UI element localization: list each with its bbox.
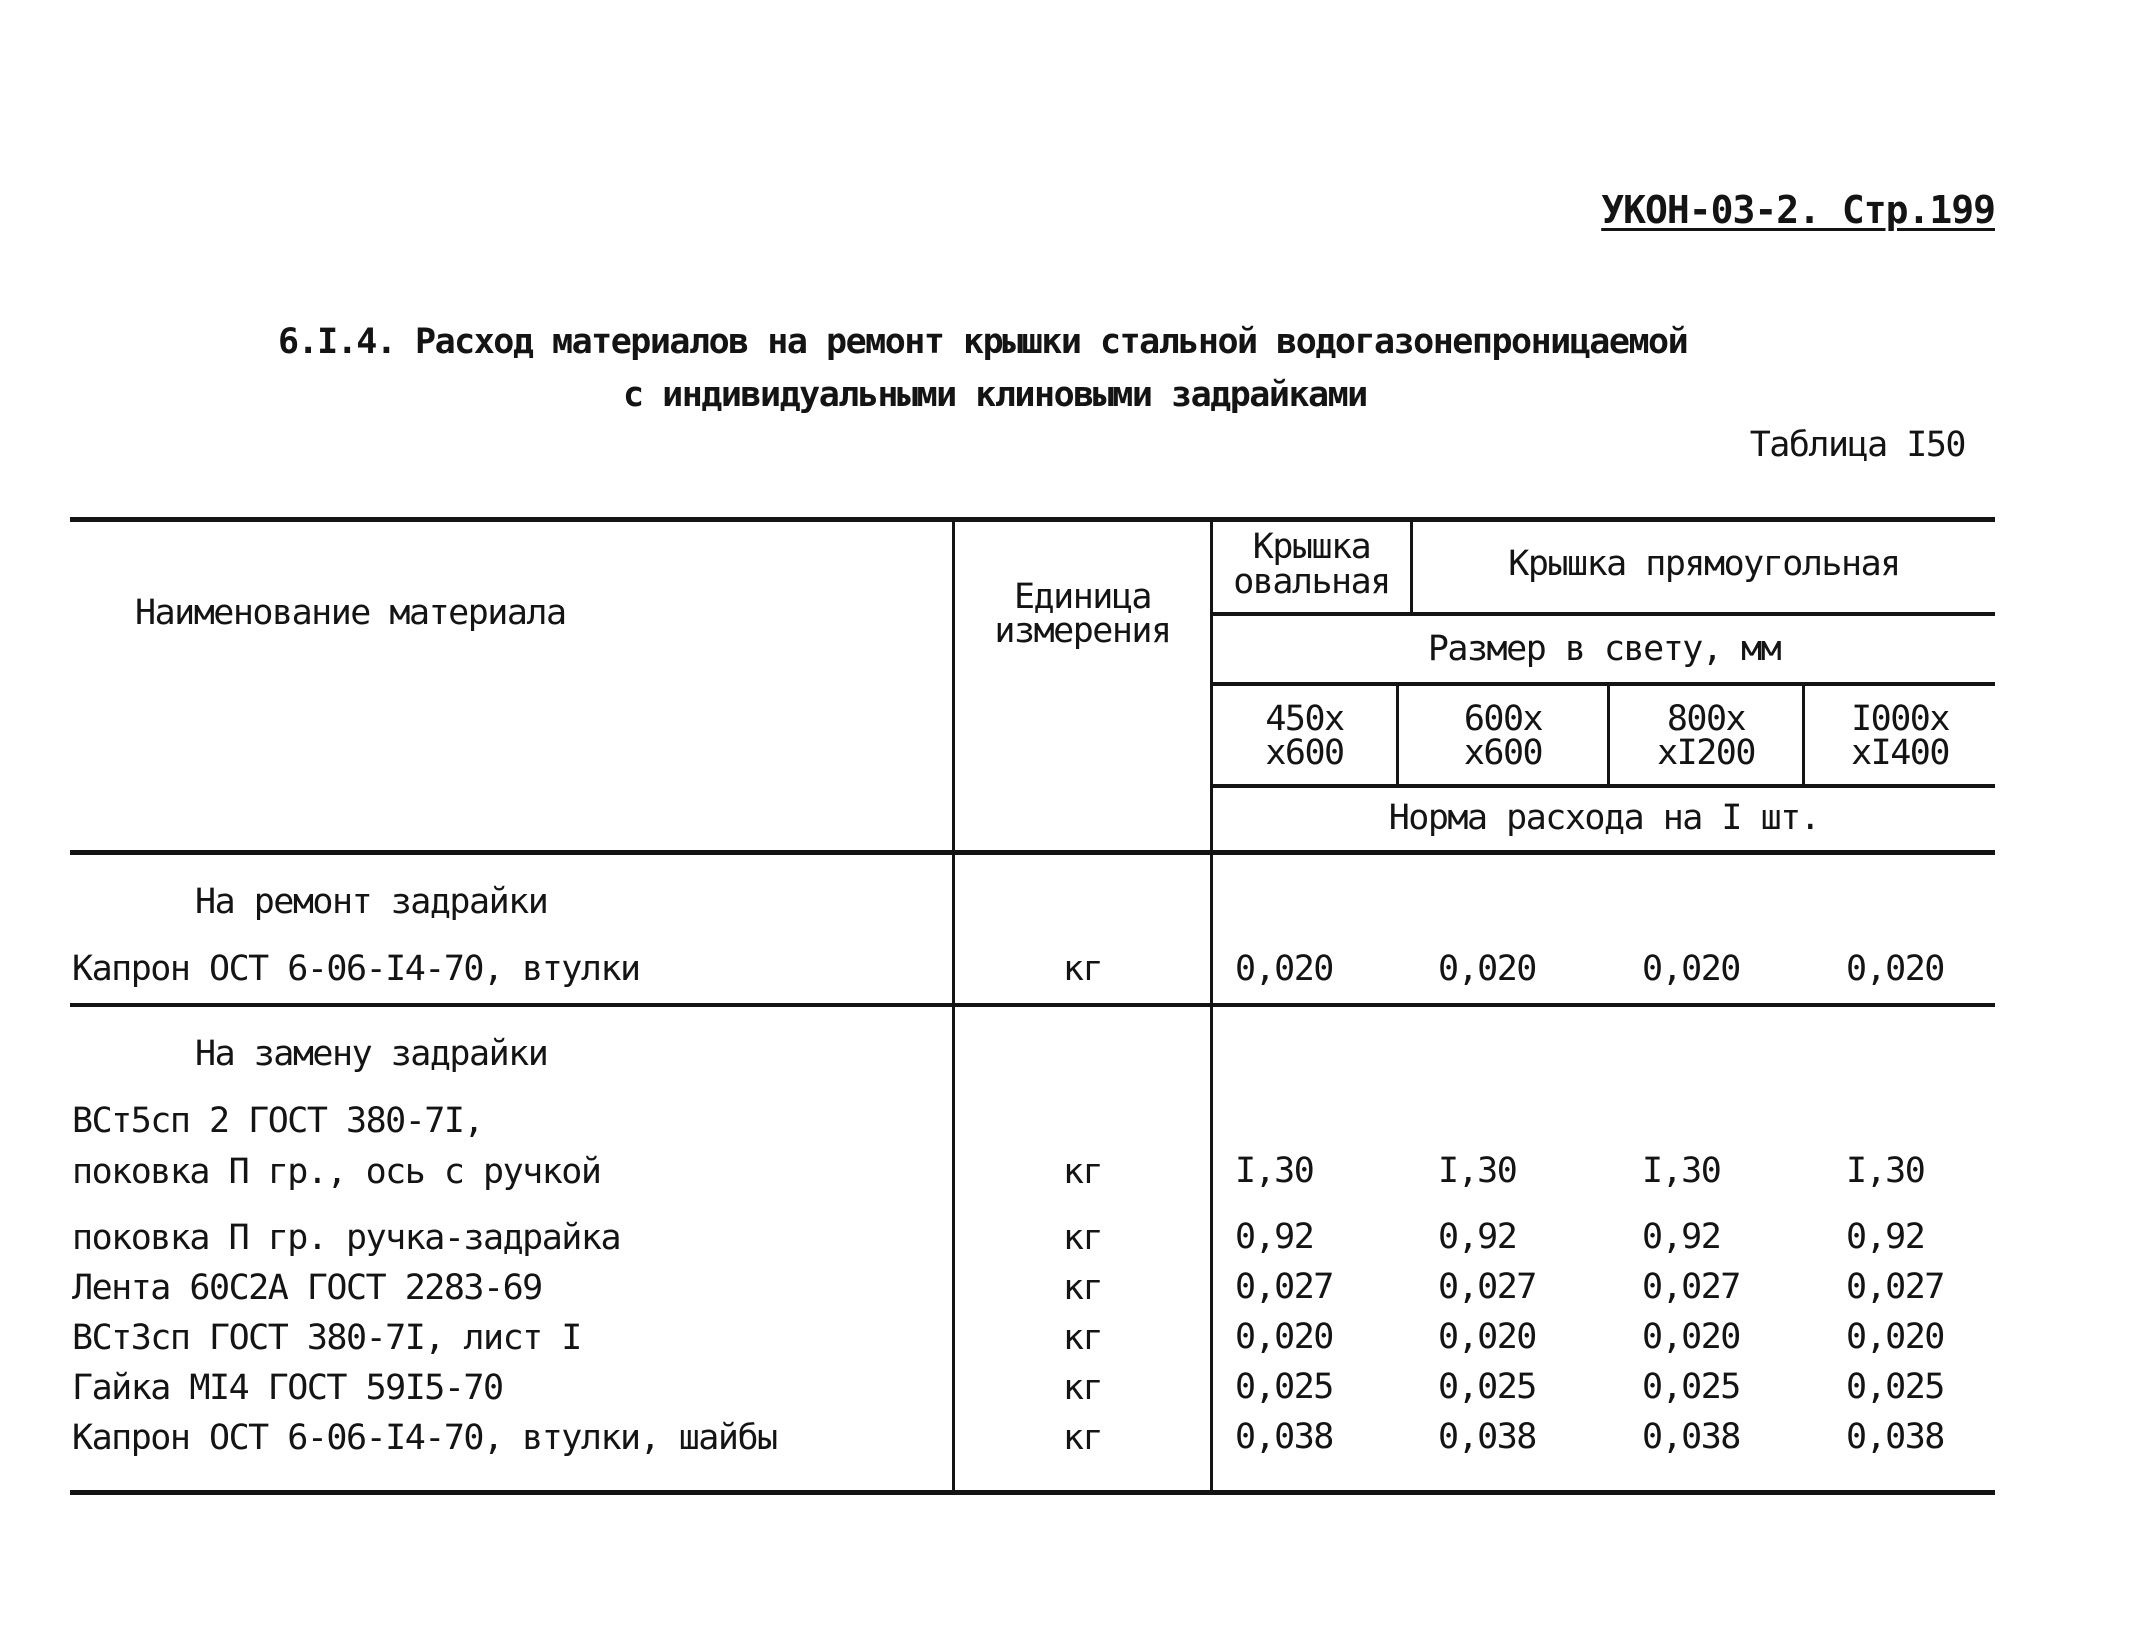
value-cell-3: 0,025 <box>1642 1367 1740 1407</box>
value-cell-4: 0,027 <box>1846 1267 1944 1307</box>
size-2-line-1: 600х <box>1463 699 1543 739</box>
size-1-line-1: 450х <box>1265 699 1344 739</box>
unit-cell: кг <box>1062 1418 1103 1458</box>
value-cell-4: 0,038 <box>1846 1417 1944 1457</box>
material-name: ВСт3сп ГОСТ 380-7I, лист I <box>72 1318 581 1358</box>
header-oval-line-2: овальная <box>1233 562 1390 602</box>
material-name: поковка П гр., ось с ручкой <box>72 1152 601 1192</box>
header-unit-line-2: измерения <box>994 611 1171 651</box>
value-cell-1: 0,025 <box>1235 1367 1333 1407</box>
value-cell-3: 0,020 <box>1642 1317 1740 1357</box>
value-cell-3: 0,027 <box>1642 1267 1740 1307</box>
material-name: Гайка МI4 ГОСТ 59I5-70 <box>72 1368 503 1408</box>
header-rectangular: Крышка прямоугольная <box>1508 544 1900 584</box>
table-bottom-border <box>70 1490 1995 1495</box>
size-3-line-1: 800х <box>1666 699 1746 739</box>
size-4-line-1: I000х <box>1851 699 1949 739</box>
value-cell-3: I,30 <box>1642 1151 1721 1191</box>
section-title-line-1: 6.I.4. Расход материалов на ремонт крышки стальной водогазонепроницаемой <box>278 322 1688 362</box>
value-cell-2: 0,038 <box>1438 1417 1536 1457</box>
header-consumption-norm: Норма расхода на I шт. <box>1388 798 1820 838</box>
value-cell-2: I,30 <box>1438 1151 1517 1191</box>
value-cell-1: 0,020 <box>1235 1317 1333 1357</box>
value-cell-2: 0,92 <box>1438 1217 1517 1257</box>
document-code: УКОН-03-2. Стр.199 <box>1601 188 1995 232</box>
section-separator <box>70 1003 1995 1007</box>
value-cell-4: 0,025 <box>1846 1367 1944 1407</box>
header-material-name: Наименование материала <box>135 593 566 633</box>
value-cell-2: 0,020 <box>1438 949 1536 989</box>
value-cell-1: 0,027 <box>1235 1267 1333 1307</box>
section-title-line-2: с индивидуальными клиновыми задрайками <box>623 375 1367 415</box>
unit-cell: кг <box>1062 1268 1103 1308</box>
value-cell-3: 0,020 <box>1642 949 1740 989</box>
value-cell-4: 0,020 <box>1846 949 1944 989</box>
unit-cell: кг <box>1062 1318 1103 1358</box>
table-number: Таблица I50 <box>1749 425 1965 465</box>
unit-cell: кг <box>1062 1368 1103 1408</box>
material-name: Лента 60С2А ГОСТ 2283-69 <box>72 1268 542 1308</box>
material-name: Капрон ОСТ 6-06-I4-70, втулки <box>72 949 640 989</box>
size-3-line-2: хI200 <box>1657 733 1755 773</box>
value-cell-4: 0,92 <box>1846 1217 1925 1257</box>
value-cell-1: 0,020 <box>1235 949 1333 989</box>
value-cell-3: 0,92 <box>1642 1217 1721 1257</box>
section-title: На ремонт задрайки <box>195 882 548 922</box>
material-name-line-1: ВСт5сп 2 ГОСТ 380-7I, <box>72 1101 484 1141</box>
value-cell-3: 0,038 <box>1642 1417 1740 1457</box>
value-cell-4: 0,020 <box>1846 1317 1944 1357</box>
unit-cell: кг <box>1062 949 1103 989</box>
header-rule-size <box>1212 682 1995 686</box>
unit-cell: кг <box>1062 1152 1103 1192</box>
value-cell-1: 0,038 <box>1235 1417 1333 1457</box>
size-4-line-2: хI400 <box>1851 733 1949 773</box>
value-cell-2: 0,027 <box>1438 1267 1536 1307</box>
material-name: Капрон ОСТ 6-06-I4-70, втулки, шайбы <box>72 1418 777 1458</box>
header-oval-line-1: Крышка <box>1252 527 1371 567</box>
table-top-border <box>70 517 1995 522</box>
size-2-line-2: х600 <box>1463 733 1543 773</box>
header-clear-size: Размер в свету, мм <box>1427 629 1781 669</box>
value-cell-1: I,30 <box>1235 1151 1314 1191</box>
header-rule-rect <box>1212 612 1995 616</box>
value-cell-1: 0,92 <box>1235 1217 1314 1257</box>
header-unit-line-1: Единица <box>1013 577 1151 617</box>
value-cell-2: 0,025 <box>1438 1367 1536 1407</box>
value-cell-4: I,30 <box>1846 1151 1925 1191</box>
material-name: поковка П гр. ручка-задрайка <box>72 1218 621 1258</box>
size-1-line-2: х600 <box>1265 733 1344 773</box>
value-cell-2: 0,020 <box>1438 1317 1536 1357</box>
header-bottom-border <box>70 850 1995 855</box>
header-rule-dimensions <box>1212 784 1995 788</box>
section-title: На замену задрайки <box>195 1034 548 1074</box>
unit-cell: кг <box>1062 1218 1103 1258</box>
